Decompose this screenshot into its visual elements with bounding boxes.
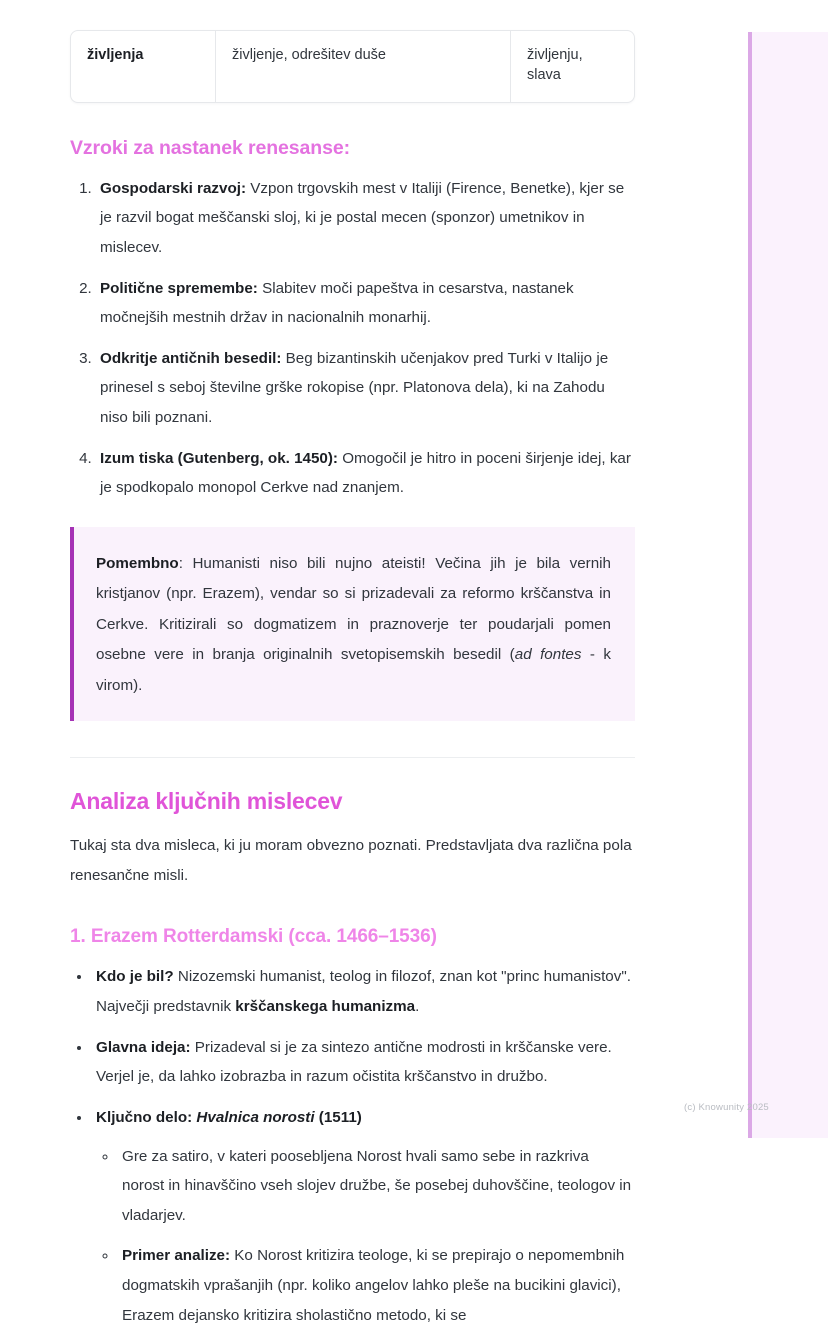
list-item: [92, 962, 635, 1021]
list-item-term: Izum tiska (Gutenberg, ok. 1450):: [100, 449, 338, 467]
list-item-text: Vzpon trgovskih mest v Italiji (Firence, Benetke), kjer se je razvil bogat meščanski sloj, ki je postal mecen (sponzor) umetnikov in mislecev.: [100, 179, 625, 256]
list-item: [118, 1142, 635, 1231]
right-edge-callout-strip: [748, 32, 828, 1138]
table-cell-term: življenja: [71, 31, 216, 102]
table-cell-definition: življenje, odrešitev duše: [216, 31, 511, 102]
list-item-text: Slabitev moči papeštva in cesarstva, nastanek močnejših mestnih držav in nacionalnih monarhij.: [100, 279, 574, 327]
sub-list-item-text: Gre za satiro, v kateri poosebljena Norost hvali samo sebe in razkriva norost in hinavščino vseh slojev družbe, še posebej duhovščine, teologov in vladarjev.: [122, 1147, 632, 1224]
sub-list-item-term: Primer analize:: [122, 1247, 231, 1265]
erazem-sub-bullet-list: [96, 1142, 635, 1331]
section-heading-analysis: Analiza ključnih mislecev: [70, 788, 343, 815]
table-cell-note: življenju, slava: [527, 47, 583, 84]
list-item: [96, 344, 635, 433]
list-item: [92, 1033, 635, 1092]
analysis-intro-paragraph: Tukaj sta dva misleca, ki ju moram obvezno poznati. Predstavljata dva različna pola renesančne misli.: [70, 837, 632, 884]
list-item: [92, 1103, 635, 1330]
erazem-bullet-list: [70, 962, 635, 1330]
list-item-italic-title: Hvalnica norosti: [196, 1108, 315, 1126]
document-content-column: [70, 0, 635, 1341]
list-item: [96, 274, 635, 333]
list-item: [96, 174, 635, 263]
list-item-text: Beg bizantinskih učenjakov pred Turki v Italijo je prinesel s seboj številne grške rokopise (npr. Platonova dela), ki na Zahodu niso bili poznani.: [100, 349, 609, 427]
list-item-term: Ključno delo:: [96, 1108, 193, 1126]
list-item-text: Nizozemski humanist, teolog in filozof, znan kot "princ humanistov". Največji predstavnik: [96, 968, 631, 1015]
list-item-year: (1511): [314, 1108, 362, 1126]
sub-list-item-text: Ko Norost kritizira teologe, ki se prepirajo o nepomembnih dogmatskih vprašanjih (npr. koliko angelov lahko pleše na bucikini glavici), Erazem dejansko kritizira sholastično metodo, ki se: [122, 1247, 625, 1324]
important-callout: [70, 527, 635, 721]
list-item-text: Omogočil je hitro in poceni širjenje idej, kar je spodkopalo monopol Cerkve nad znanjem.: [100, 449, 631, 497]
list-item-term: Glavna ideja:: [96, 1038, 191, 1056]
callout-italic-term: ad fontes: [514, 646, 582, 664]
callout-text: : Humanisti niso bili nujno ateisti! Večina jih je bila vernih kristjanov (npr. Erazem), vendar so si prizadevali za reformo krščanstva in Cerkve. Kritizirali so dogmatizem in praznoverje ter poudarjali pomen osebne vere in branja originalnih svetopisemskih besedil (: [96, 555, 611, 664]
copyright-watermark: (c) Knowunity 2025: [684, 1102, 769, 1113]
list-item: [118, 1241, 635, 1330]
causes-list: [70, 174, 635, 503]
section-heading-causes: Vzroki za nastanek renesanse:: [70, 136, 350, 159]
callout-label: Pomembno: [96, 555, 179, 572]
list-item-text: Prizadeval si je za sintezo antične modrosti in krščanske vere. Verjel je, da lahko izobrazba in razum očistita krščanstvo in družbo.: [96, 1038, 612, 1086]
list-item-term: Gospodarski razvoj:: [100, 179, 247, 197]
vocabulary-table: [70, 30, 635, 103]
section-divider: [70, 757, 635, 758]
list-item: [96, 444, 635, 503]
list-item-term: Odkritje antičnih besedil:: [100, 349, 282, 367]
list-item-term: Politične spremembe:: [100, 279, 258, 297]
list-item-term: Kdo je bil?: [96, 968, 174, 986]
list-item-text-end: .: [415, 997, 420, 1015]
callout-text-end: - k virom).: [96, 646, 612, 694]
subsection-heading-erazem: 1. Erazem Rotterdamski (cca. 1466–1536): [70, 926, 437, 948]
table-row: [71, 31, 634, 102]
list-item-bold-tail: krščanskega humanizma: [235, 997, 416, 1015]
callout-paragraph: [96, 549, 611, 701]
